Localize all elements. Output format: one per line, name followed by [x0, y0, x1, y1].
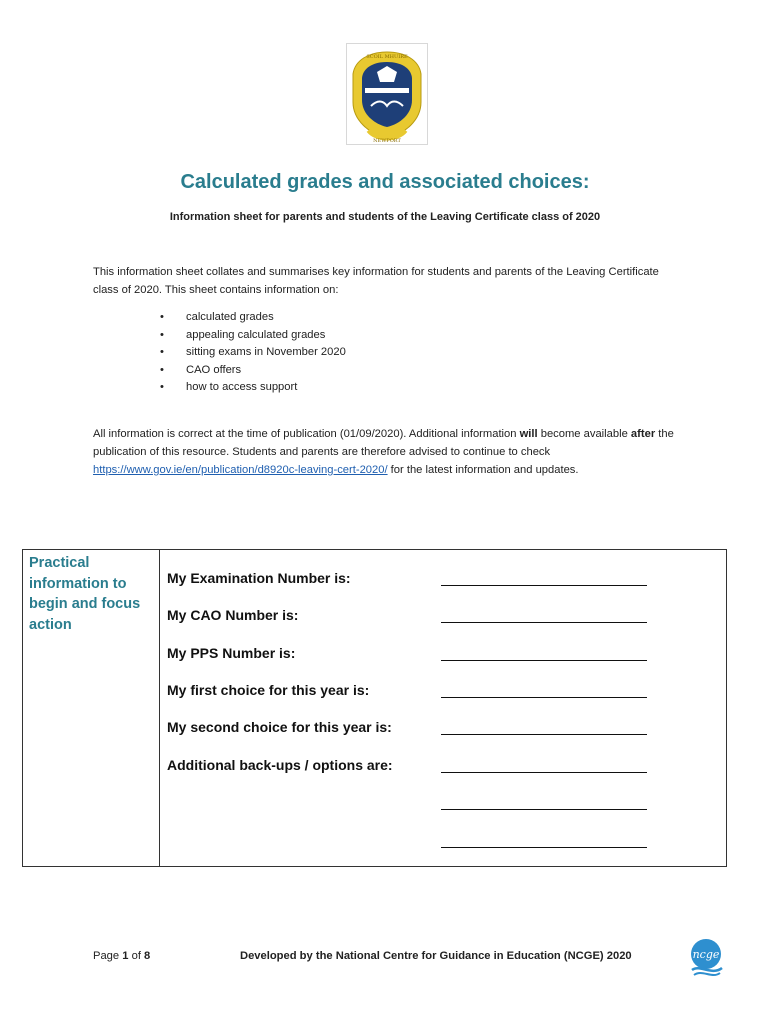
list-item: • sitting exams in November 2020 — [160, 344, 346, 362]
publication-notice: All information is correct at the time of publication (01/09/2020). Additional information will become available after the publication of this resource. Students and parents are therefore advised to continue to check https://www.gov.ie/en/publication/d8920c-leaving-cert-2020/ for the latest information and updates. — [93, 428, 674, 476]
exam-number-blank[interactable] — [441, 585, 647, 586]
backup-options-blank[interactable] — [441, 772, 647, 773]
gov-ie-link[interactable]: https://www.gov.ie/en/publication/d8920c-leaving-cert-2020/ — [93, 464, 388, 476]
footer-credit: Developed by the National Centre for Guidance in Education (NCGE) 2020 — [240, 950, 632, 962]
intro-paragraph: This information sheet collates and summarises key information for students and parents of the Leaving Certificate class of 2020. This sheet contains information on: — [93, 266, 659, 296]
list-item: • how to access support — [160, 379, 346, 397]
bullet-icon: • — [160, 363, 164, 376]
personal-info-form — [22, 549, 727, 867]
cao-number-blank[interactable] — [441, 622, 647, 623]
bullet-icon: • — [160, 381, 164, 394]
cao-number-label: My CAO Number is: — [167, 607, 299, 623]
exam-number-label: My Examination Number is: — [167, 570, 351, 586]
pps-number-label: My PPS Number is: — [167, 645, 296, 661]
ncge-logo — [684, 938, 728, 983]
bullet-icon: • — [160, 328, 164, 341]
list-item: • calculated grades — [160, 309, 346, 327]
backup-options-blank-3[interactable] — [441, 847, 647, 848]
list-item: • CAO offers — [160, 362, 346, 380]
second-choice-blank[interactable] — [441, 734, 647, 735]
second-choice-label: My second choice for this year is: — [167, 719, 392, 735]
pps-number-blank[interactable] — [441, 660, 647, 661]
backup-options-label: Additional back-ups / options are: — [167, 757, 393, 773]
school-crest-logo — [346, 43, 428, 145]
page-title: Calculated grades and associated choices: — [180, 171, 590, 193]
list-item: • appealing calculated grades — [160, 327, 346, 345]
bullet-icon: • — [160, 311, 164, 323]
svg-text:SCOIL MHUIRE: SCOIL MHUIRE — [366, 54, 408, 60]
backup-options-blank-2[interactable] — [441, 809, 647, 810]
topic-list — [160, 309, 346, 397]
form-heading: Practical information to begin and focus action — [29, 555, 141, 633]
page-subtitle: Information sheet for parents and students of the Leaving Certificate class of 2020 — [169, 211, 601, 223]
first-choice-blank[interactable] — [441, 697, 647, 698]
first-choice-label: My first choice for this year is: — [167, 682, 370, 698]
bullet-icon: • — [160, 346, 164, 359]
svg-text:NEWPORT: NEWPORT — [373, 138, 401, 144]
svg-text:ncge: ncge — [692, 948, 720, 961]
column-divider — [159, 550, 160, 866]
page-number: Page 1 of 8 — [93, 950, 151, 962]
